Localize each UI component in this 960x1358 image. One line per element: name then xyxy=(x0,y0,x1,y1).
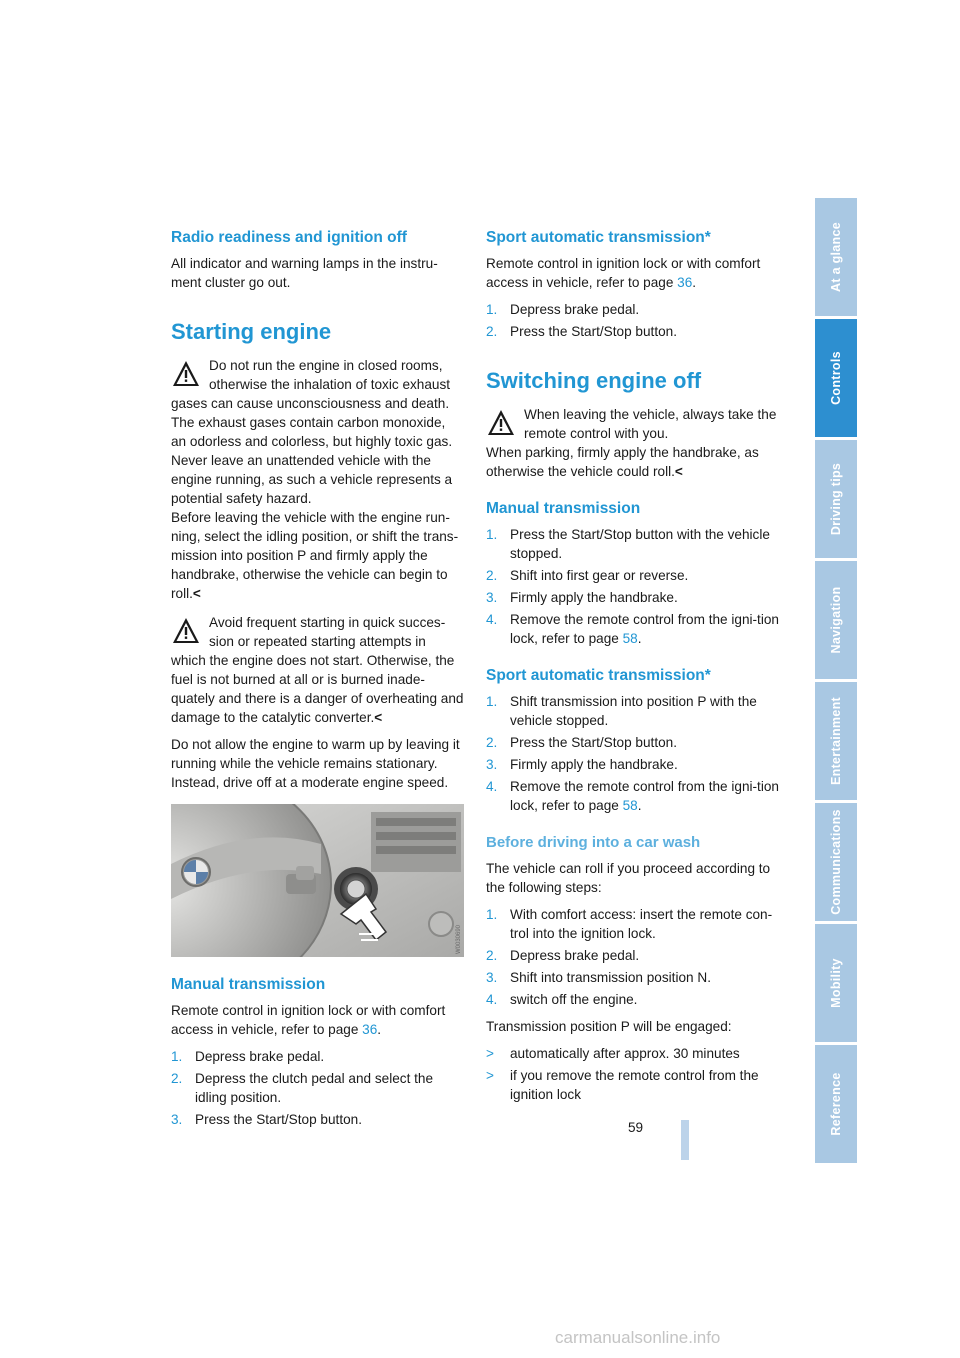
page-number: 59 xyxy=(628,1120,644,1135)
tab-driving-tips[interactable]: Driving tips xyxy=(815,440,857,558)
starting-engine-heading: Starting engine xyxy=(171,319,332,344)
list-item: 4. switch off the engine. xyxy=(486,992,638,1007)
warning-remote-control: When leaving the vehicle, always take the remote control with you. When parking, firmly apply the handbrake, as otherwise the vehicle could roll.< xyxy=(486,407,777,479)
list-item: 1. Depress brake pedal. xyxy=(171,1049,325,1064)
warning-triangle-icon xyxy=(171,358,201,390)
manual-off-steps xyxy=(486,525,779,648)
list-item: 2. Depress brake pedal. xyxy=(486,948,640,963)
tab-at-a-glance[interactable]: At a glance xyxy=(815,198,857,316)
sport-automatic-off-heading: Sport automatic transmission* xyxy=(486,667,711,684)
tab-navigation[interactable]: Navigation xyxy=(815,561,857,679)
list-item: 4. Remove the remote control from the igni-tion lock, refer to page 58. xyxy=(486,612,779,646)
start-stop-button-illustration xyxy=(171,804,464,957)
end-mark: < xyxy=(374,710,383,725)
list-item: 3. Shift into transmission position N. xyxy=(486,970,711,985)
switching-engine-off-heading: Switching engine off xyxy=(486,368,702,393)
list-item: 2. Press the Start/Stop button. xyxy=(486,324,677,339)
warning-triangle-icon xyxy=(171,615,201,647)
page-marker-bar xyxy=(681,1120,689,1160)
warning-frequent-starting: Avoid frequent starting in quick succes- sion or repeated starting attempts in which the engine does not start. Otherwise, the fuel is not burned at all or is burned inade-quately and there is a danger of overheating and damage to the catalytic converter.< xyxy=(171,615,464,725)
list-item: 2. Depress the clutch pedal and select the idling position. xyxy=(171,1071,434,1105)
list-item: 4. Remove the remote control from the igni-tion lock, refer to page 58. xyxy=(486,779,779,813)
radio-readiness-text: All indicator and warning lamps in the instru-ment cluster go out. xyxy=(171,256,438,290)
engaged-bullets xyxy=(486,1044,779,1104)
list-item: 1. With comfort access: insert the remote con-trol into the ignition lock. xyxy=(486,907,773,941)
list-item: 3. Firmly apply the handbrake. xyxy=(486,590,678,605)
page-link-36[interactable]: 36 xyxy=(677,275,693,290)
sport-off-steps xyxy=(486,692,779,815)
list-item: 2. Shift into first gear or reverse. xyxy=(486,568,689,583)
car-wash-heading: Before driving into a car wash xyxy=(486,834,701,851)
photo-code: W0030690 xyxy=(456,924,462,954)
list-item: 2. Press the Start/Stop button. xyxy=(486,735,677,750)
engaged-text: Transmission position P will be engaged: xyxy=(486,1019,732,1034)
car-wash-intro: The vehicle can roll if you proceed according to the following steps: xyxy=(486,861,771,895)
ignition-start-stop-photo xyxy=(171,804,464,957)
sport-automatic-heading: Sport automatic transmission* xyxy=(486,229,711,246)
left-column xyxy=(171,228,464,1137)
right-column xyxy=(486,228,779,1112)
manual-intro: Remote control in ignition lock or with comfort access in vehicle, refer to page 36. xyxy=(171,1003,446,1037)
tab-entertainment[interactable]: Entertainment xyxy=(815,682,857,800)
watermark-text: carmanualsonline.info xyxy=(555,1328,721,1347)
list-item: 1. Shift transmission into position P with the vehicle stopped. xyxy=(486,694,757,728)
list-item: > automatically after approx. 30 minutes xyxy=(486,1046,740,1061)
car-wash-steps xyxy=(486,905,779,1009)
page-link-36[interactable]: 36 xyxy=(362,1022,378,1037)
side-section-tabs xyxy=(815,198,857,1166)
list-item: 3. Press the Start/Stop button. xyxy=(171,1112,362,1127)
page-link-58[interactable]: 58 xyxy=(622,631,638,646)
manual-steps xyxy=(171,1047,464,1129)
end-mark: < xyxy=(674,464,683,479)
tab-controls[interactable]: Controls xyxy=(815,319,857,437)
sport-steps xyxy=(486,300,779,341)
tab-mobility[interactable]: Mobility xyxy=(815,924,857,1042)
tab-reference[interactable]: Reference xyxy=(815,1045,857,1163)
sport-intro: Remote control in ignition lock or with comfort access in vehicle, refer to page 36. xyxy=(486,256,761,290)
list-item: > if you remove the remote control from the ignition lock xyxy=(486,1068,759,1102)
manual-transmission-off-heading: Manual transmission xyxy=(486,500,641,517)
manual-transmission-heading: Manual transmission xyxy=(171,976,326,993)
warning-closed-rooms: Do not run the engine in closed rooms, otherwise the inhalation of toxic exhaust gases can cause unconsciousness and death. The exhaust gases contain carbon monoxide, an odorless and colorless, but highly toxic gas. Never leave an unattended vehicle with the engine running, as such a vehicle represents a potential safety hazard. Before leaving the vehicle with the engine run-ning, select the idling position, or shift the trans-mission into position P and firmly apply the handbrake, otherwise the vehicle can begin to roll.< xyxy=(171,358,459,601)
list-item: 1. Press the Start/Stop button with the vehicle stopped. xyxy=(486,527,770,561)
warm-up-text: Do not allow the engine to warm up by leaving it running while the vehicle remains stationary. Instead, drive off at a moderate engine speed. xyxy=(171,737,460,790)
list-item: 1. Depress brake pedal. xyxy=(486,302,640,317)
list-item: 3. Firmly apply the handbrake. xyxy=(486,757,678,772)
radio-readiness-heading: Radio readiness and ignition off xyxy=(171,229,407,246)
tab-communications[interactable]: Communications xyxy=(815,803,857,921)
end-mark: < xyxy=(192,586,201,601)
warning-triangle-icon xyxy=(486,407,516,439)
page-link-58[interactable]: 58 xyxy=(622,798,638,813)
